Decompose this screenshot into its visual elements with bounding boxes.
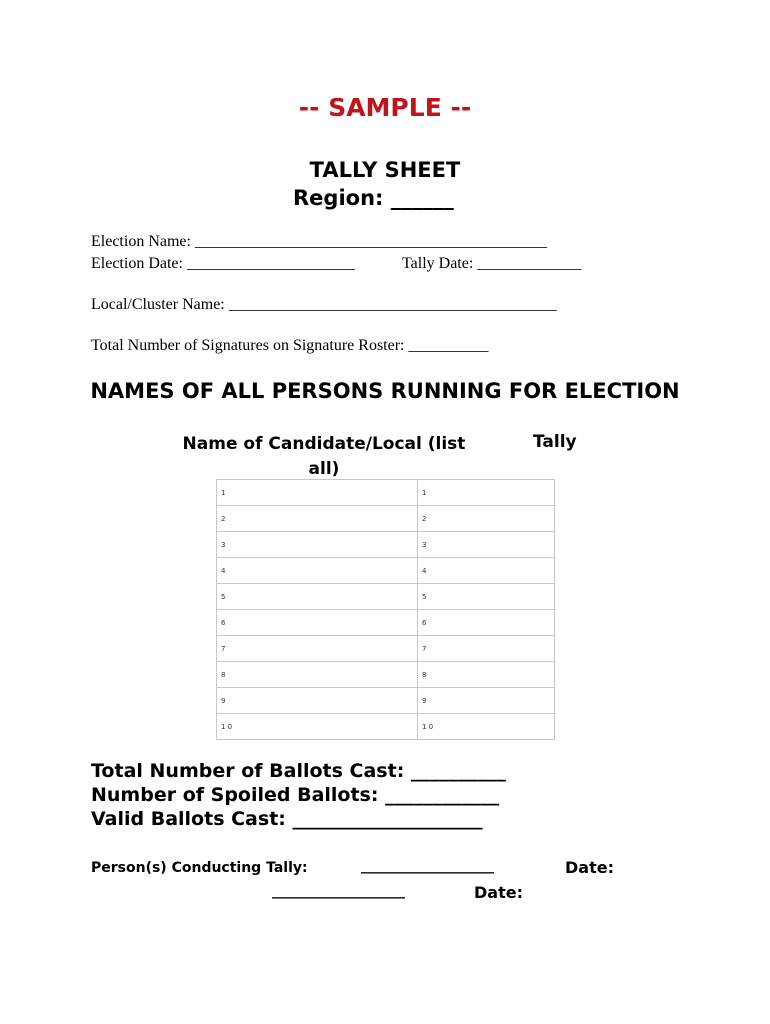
date-label-2: Date: [474,883,523,902]
table-row [217,662,555,688]
local-cluster-field: Local/Cluster Name: _________________________________________ [91,296,557,313]
candidate-cell[interactable]: 1 0 [217,714,418,740]
table-row [217,688,555,714]
election-name-field: Election Name: ____________________________________________ [91,233,547,250]
signature-line-1: ___________________ [361,858,494,874]
tally-cell[interactable]: 9 [418,688,555,714]
date-label-1: Date: [565,858,614,877]
tally-cell[interactable]: 8 [418,662,555,688]
persons-conducting-label: Person(s) Conducting Tally: [91,860,308,876]
candidate-cell[interactable]: 8 [217,662,418,688]
table-row [217,714,555,740]
candidates-heading: NAMES OF ALL PERSONS RUNNING FOR ELECTION [90,379,680,403]
tally-cell[interactable]: 5 [418,584,555,610]
total-signatures-field: Total Number of Signatures on Signature Roster: __________ [91,337,489,354]
tally-cell[interactable]: 6 [418,610,555,636]
table-row [217,532,555,558]
candidate-cell[interactable]: 2 [217,506,418,532]
tally-cell[interactable]: 2 [418,506,555,532]
spoiled-ballots: Number of Spoiled Ballots: ____________ [91,784,500,806]
tally-cell[interactable]: 1 0 [418,714,555,740]
region-field: Region: ______ [293,186,454,210]
candidate-cell[interactable]: 3 [217,532,418,558]
candidate-cell[interactable]: 5 [217,584,418,610]
tally-cell[interactable]: 4 [418,558,555,584]
candidate-cell[interactable]: 9 [217,688,418,714]
election-date-field: Election Date: _____________________ [91,255,355,272]
column-header-tally: Tally [533,432,577,452]
candidate-cell[interactable]: 7 [217,636,418,662]
signature-line-2: ___________________ [272,883,405,899]
tally-table [216,479,555,740]
tally-cell[interactable]: 3 [418,532,555,558]
table-row [217,558,555,584]
tally-date-field: Tally Date: _____________ [402,255,582,272]
total-ballots-cast: Total Number of Ballots Cast: __________ [91,760,506,782]
page-title: TALLY SHEET [309,158,461,182]
candidate-cell[interactable]: 4 [217,558,418,584]
table-row [217,636,555,662]
valid-ballots-cast: Valid Ballots Cast: ____________________ [91,808,483,830]
sample-watermark-heading: -- SAMPLE -- [298,93,472,122]
table-row [217,506,555,532]
table-row [217,610,555,636]
tally-cell[interactable]: 1 [418,480,555,506]
table-row [217,480,555,506]
column-header-candidate: Name of Candidate/Local (list all) [182,434,466,479]
tally-cell[interactable]: 7 [418,636,555,662]
candidate-cell[interactable]: 6 [217,610,418,636]
table-row [217,584,555,610]
candidate-cell[interactable]: 1 [217,480,418,506]
